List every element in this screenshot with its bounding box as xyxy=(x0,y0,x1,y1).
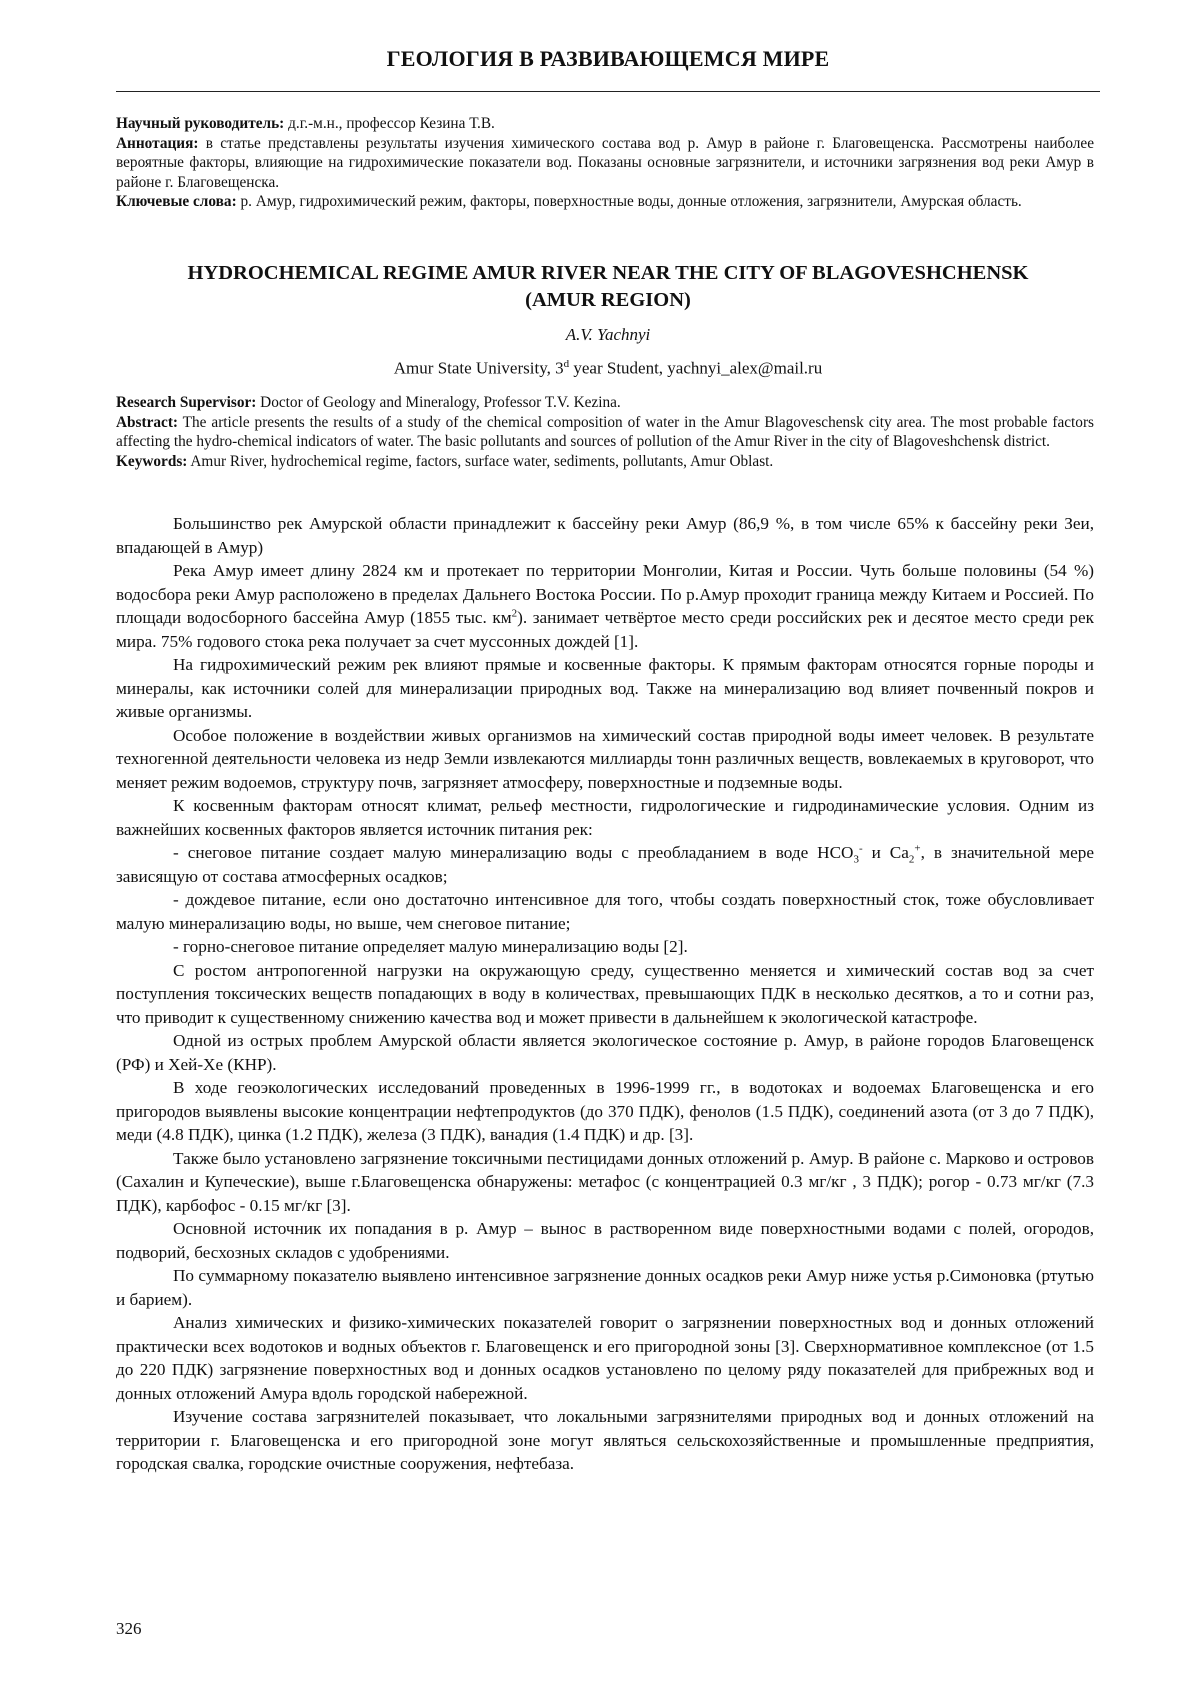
superscript: 2 xyxy=(512,607,518,619)
header-divider xyxy=(116,91,1100,92)
en-supervisor-label: Research Supervisor: xyxy=(116,394,256,411)
subscript: 3 xyxy=(853,853,859,865)
en-keywords xyxy=(116,452,1094,472)
en-supervisor xyxy=(116,393,1094,413)
body-text: ). занимает четвёртое место среди российских рек и десятое место среди рек мира. 75% годового стока река получает за счет муссонных дождей [1]. xyxy=(116,608,1094,651)
body-paragraph: Особое положение в воздействии живых организмов на химический состав природной воды имеет человек. В результате техногенной деятельности человека из недр Земли извлекаются миллиарды тонн различных веществ, вовлекаемых в круговорот, что меняет режим водоемов, структуру почв, загрязняет атмосферу, поверхностные и подземные воды. xyxy=(116,724,1094,795)
body-paragraph: Анализ химических и физико-химических показателей говорит о загрязнении поверхностных вод и донных отложений практически всех водотоков и водных объектов г. Благовещенск и его пригородной зоны [3]. Сверхнормативное комплексное (от 1.5 до 220 ПДК) загрязнение поверхностных вод и донных осадков установлено по целому ряду показателей для прибрежных вод и донных отложений Амура вдоль городской набережной. xyxy=(116,1311,1094,1405)
english-title-line1: HYDROCHEMICAL REGIME AMUR RIVER NEAR THE CITY OF BLAGOVESHCHENSK xyxy=(116,260,1100,287)
body-text: и Ca xyxy=(863,843,909,862)
body-paragraph: На гидрохимический режим рек влияют прямые и косвенные факторы. К прямым факторам относятся горные породы и минералы, как источники солей для минерализации природных вод. Также на минерализацию вод влияет почвенный покров и живые организмы. xyxy=(116,653,1094,724)
subscript: 2 xyxy=(909,853,915,865)
ru-abstract xyxy=(116,134,1094,193)
body-text: Река Амур имеет длину 2824 км и протекает по территории Монголии, Китая и России. Чуть больше половины (54 %) водосбора реки Амур расположено в пределах Дальнего Востока России. По р.Амур проходит граница между Китаем и Россией. По площади водосборного бассейна Амур (1855 тыс. км xyxy=(116,561,1094,627)
ru-keywords-label: Ключевые слова: xyxy=(116,193,237,210)
en-keywords-text: Amur River, hydrochemical regime, factors, surface water, sediments, pollutants, Amur Oblast. xyxy=(187,453,773,470)
affiliation-sup: d xyxy=(564,358,570,370)
ru-supervisor-label: Научный руководитель: xyxy=(116,115,284,132)
ru-keywords-text: р. Амур, гидрохимический режим, факторы, поверхностные воды, донные отложения, загрязнители, Амурская область. xyxy=(237,193,1022,210)
body-paragraph: - дождевое питание, если оно достаточно интенсивное для того, чтобы создать поверхностный сток, тоже обусловливает малую минерализацию воды, но выше, чем снеговое питание; xyxy=(116,888,1094,935)
body-text: - снеговое питание создает малую минерализацию воды с преобладанием в воде HCO xyxy=(173,843,853,862)
author-name: A.V. Yachnyi xyxy=(116,325,1100,345)
en-abstract xyxy=(116,413,1094,452)
article-body xyxy=(116,512,1094,1476)
body-paragraph: К косвенным факторам относят климат, рельеф местности, гидрологические и гидродинамические условия. Одним из важнейших косвенных факторов является источник питания рек: xyxy=(116,794,1094,841)
ru-abstract-label: Аннотация: xyxy=(116,135,198,152)
body-paragraph xyxy=(116,841,1094,888)
affiliation-post: year Student, yachnyi_alex@mail.ru xyxy=(569,359,822,378)
en-abstract-text: The article presents the results of a study of the chemical composition of water in the Amur Blagoveschensk city area. The most probable factors affecting the hydro-chemical indicators of water. The basic pollutants and sources of pollution of the Amur River in the city of Blagoveshchensk district. xyxy=(116,414,1094,451)
en-supervisor-text: Doctor of Geology and Mineralogy, Professor T.V. Kezina. xyxy=(256,394,620,411)
journal-header-title: ГЕОЛОГИЯ В РАЗВИВАЮЩЕМСЯ МИРЕ xyxy=(116,46,1100,72)
author-affiliation xyxy=(116,358,1100,379)
page-number: 326 xyxy=(116,1619,142,1639)
body-paragraph: В ходе геоэкологических исследований проведенных в 1996-1999 гг., в водотоках и водоемах Благовещенска и его пригородов выявлены высокие концентрации нефтепродуктов (до 370 ПДК), фенолов (1.5 ПДК), соединений азота (от 3 до 7 ПДК), меди (4.8 ПДК), цинка (1.2 ПДК), железа (3 ПДК), ванадия (1.4 ПДК) и др. [3]. xyxy=(116,1076,1094,1147)
affiliation-pre: Amur State University, 3 xyxy=(394,359,564,378)
body-text: , в значительной мере зависящую от состава атмосферных осадков; xyxy=(116,843,1094,886)
ru-abstract-text: в статье представлены результаты изучения химического состава вод р. Амур в районе г. Благовещенска. Рассмотрены наиболее вероятные факторы, влияющие на гидрохимические показатели вод. Показаны основные загрязнители, и источники загрязнения вод реки Амур в районе г. Благовещенска. xyxy=(116,135,1094,191)
body-paragraph: Изучение состава загрязнителей показывает, что локальными загрязнителями природных вод и донных отложений на территории г. Благовещенска и его пригородной зоне могут являться сельскохозяйственные и промышленные предприятия, городская свалка, городские очистные сооружения, нефтебаза. xyxy=(116,1405,1094,1476)
ru-supervisor-text: д.г.-м.н., профессор Кезина Т.В. xyxy=(284,115,495,132)
body-paragraph: - горно-снеговое питание определяет малую минерализацию воды [2]. xyxy=(116,935,1094,959)
body-paragraph: С ростом антропогенной нагрузки на окружающую среду, существенно меняется и химический состав вод за счет поступления токсических веществ попадающих в воду в количествах, превышающих ПДК в несколько десятков, а то и сотни раз, что приводит к существенному снижению качества вод и может привести в дальнейшем к экологической катастрофе. xyxy=(116,959,1094,1030)
ru-keywords xyxy=(116,192,1094,212)
english-title xyxy=(116,260,1100,314)
body-paragraph: Большинство рек Амурской области принадлежит к бассейну реки Амур (86,9 %, в том числе 65% к бассейну реки Зеи, впадающей в Амур) xyxy=(116,512,1094,559)
en-abstract-label: Abstract: xyxy=(116,414,178,431)
en-keywords-label: Keywords: xyxy=(116,453,187,470)
body-paragraph: По суммарному показателю выявлено интенсивное загрязнение донных осадков реки Амур ниже устья р.Симоновка (ртутью и барием). xyxy=(116,1264,1094,1311)
body-paragraph xyxy=(116,559,1094,653)
body-paragraph: Основной источник их попадания в р. Амур – вынос в растворенном виде поверхностными водами с полей, огородов, подворий, бесхозных складов с удобрениями. xyxy=(116,1217,1094,1264)
superscript: + xyxy=(914,842,920,854)
paper-page xyxy=(0,0,1200,1697)
body-paragraph: Также было установлено загрязнение токсичными пестицидами донных отложений р. Амур. В районе с. Марково и островов (Сахалин и Купеческие), выше г.Благовещенска обнаружены: метафос (с концентрацией 0.3 мг/кг , 3 ПДК); рогор - 0.73 мг/кг (7.3 ПДК), карбофос - 0.15 мг/кг [3]. xyxy=(116,1147,1094,1218)
ru-metadata xyxy=(116,114,1094,212)
body-paragraph: Одной из острых проблем Амурской области является экологическое состояние р. Амур, в районе городов Благовещенск (РФ) и Хей-Хе (КНР). xyxy=(116,1029,1094,1076)
ru-supervisor xyxy=(116,114,1094,134)
english-title-line2: (AMUR REGION) xyxy=(116,287,1100,314)
en-metadata xyxy=(116,393,1094,471)
superscript: - xyxy=(859,842,863,854)
